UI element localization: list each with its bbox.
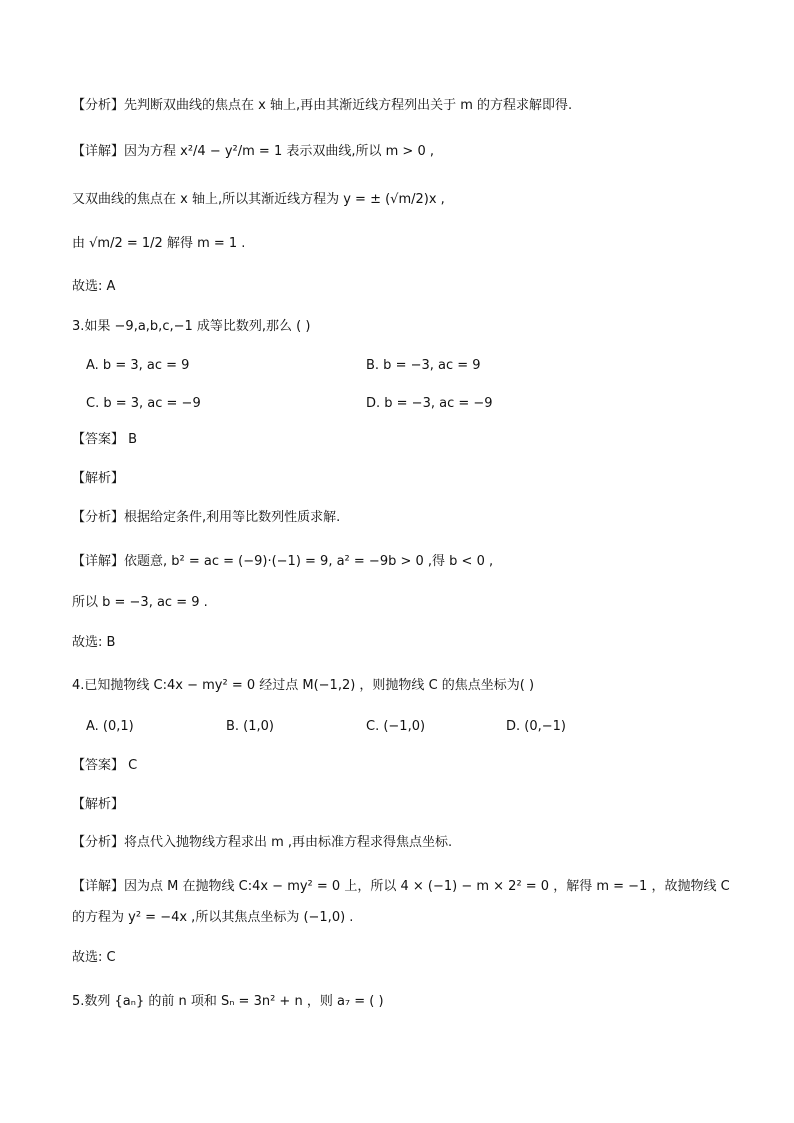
q4-choice: 故选: C bbox=[72, 950, 116, 965]
q4-jiexi: 【解析】 bbox=[72, 797, 125, 812]
q3-detail: 【详解】依题意, b² = ac = (−9)·(−1) = 9, a² = −9b > 0 ,得 b < 0 , bbox=[72, 554, 494, 569]
q3-option-a: A. b = 3, ac = 9 bbox=[86, 358, 190, 373]
q4-option-c: C. (−1,0) bbox=[366, 719, 426, 734]
q2-detail: 【详解】因为方程 x²/4 − y²/m = 1 表示双曲线,所以 m > 0 , bbox=[72, 144, 434, 159]
q4-option-d: D. (0,−1) bbox=[506, 719, 566, 734]
q2-detail-2: 又双曲线的焦点在 x 轴上,所以其渐近线方程为 y = ± (√m/2)x , bbox=[72, 192, 445, 207]
q4-analysis: 【分析】将点代入抛物线方程求出 m ,再由标准方程求得焦点坐标. bbox=[72, 835, 453, 850]
q5-stem: 5.数列 {aₙ} 的前 n 项和 Sₙ = 3n² + n ，则 a₇ = ( ) bbox=[72, 994, 384, 1009]
q3-choice: 故选: B bbox=[72, 635, 116, 650]
q3-option-b: B. b = −3, ac = 9 bbox=[366, 358, 481, 373]
q3-analysis: 【分析】根据给定条件,利用等比数列性质求解. bbox=[72, 510, 341, 525]
q3-option-d: D. b = −3, ac = −9 bbox=[366, 396, 493, 411]
q4-option-a: A. (0,1) bbox=[86, 719, 134, 734]
q3-answer: 【答案】 B bbox=[72, 432, 138, 447]
q4-detail-2: 的方程为 y² = −4x ,所以其焦点坐标为 (−1,0) . bbox=[72, 910, 354, 925]
q4-detail: 【详解】因为点 M 在抛物线 C:4x − my² = 0 上，所以 4 × (−1) − m × 2² = 0 ，解得 m = −1 ，故抛物线 C bbox=[72, 879, 730, 894]
q4-option-b: B. (1,0) bbox=[226, 719, 275, 734]
q4-answer: 【答案】 C bbox=[72, 758, 138, 773]
q3-detail-2: 所以 b = −3, ac = 9 . bbox=[72, 595, 208, 610]
q3-jiexi: 【解析】 bbox=[72, 471, 125, 486]
q3-stem: 3.如果 −9,a,b,c,−1 成等比数列,那么 ( ) bbox=[72, 319, 311, 334]
q4-stem: 4.已知抛物线 C:4x − my² = 0 经过点 M(−1,2) ，则抛物线 C 的焦点坐标为( ) bbox=[72, 678, 535, 693]
q2-analysis: 【分析】先判断双曲线的焦点在 x 轴上,再由其渐近线方程列出关于 m 的方程求解即得. bbox=[72, 98, 573, 113]
q2-detail-3: 由 √m/2 = 1/2 解得 m = 1 . bbox=[72, 236, 246, 251]
q3-option-c: C. b = 3, ac = −9 bbox=[86, 396, 201, 411]
q2-choice: 故选: A bbox=[72, 279, 116, 294]
